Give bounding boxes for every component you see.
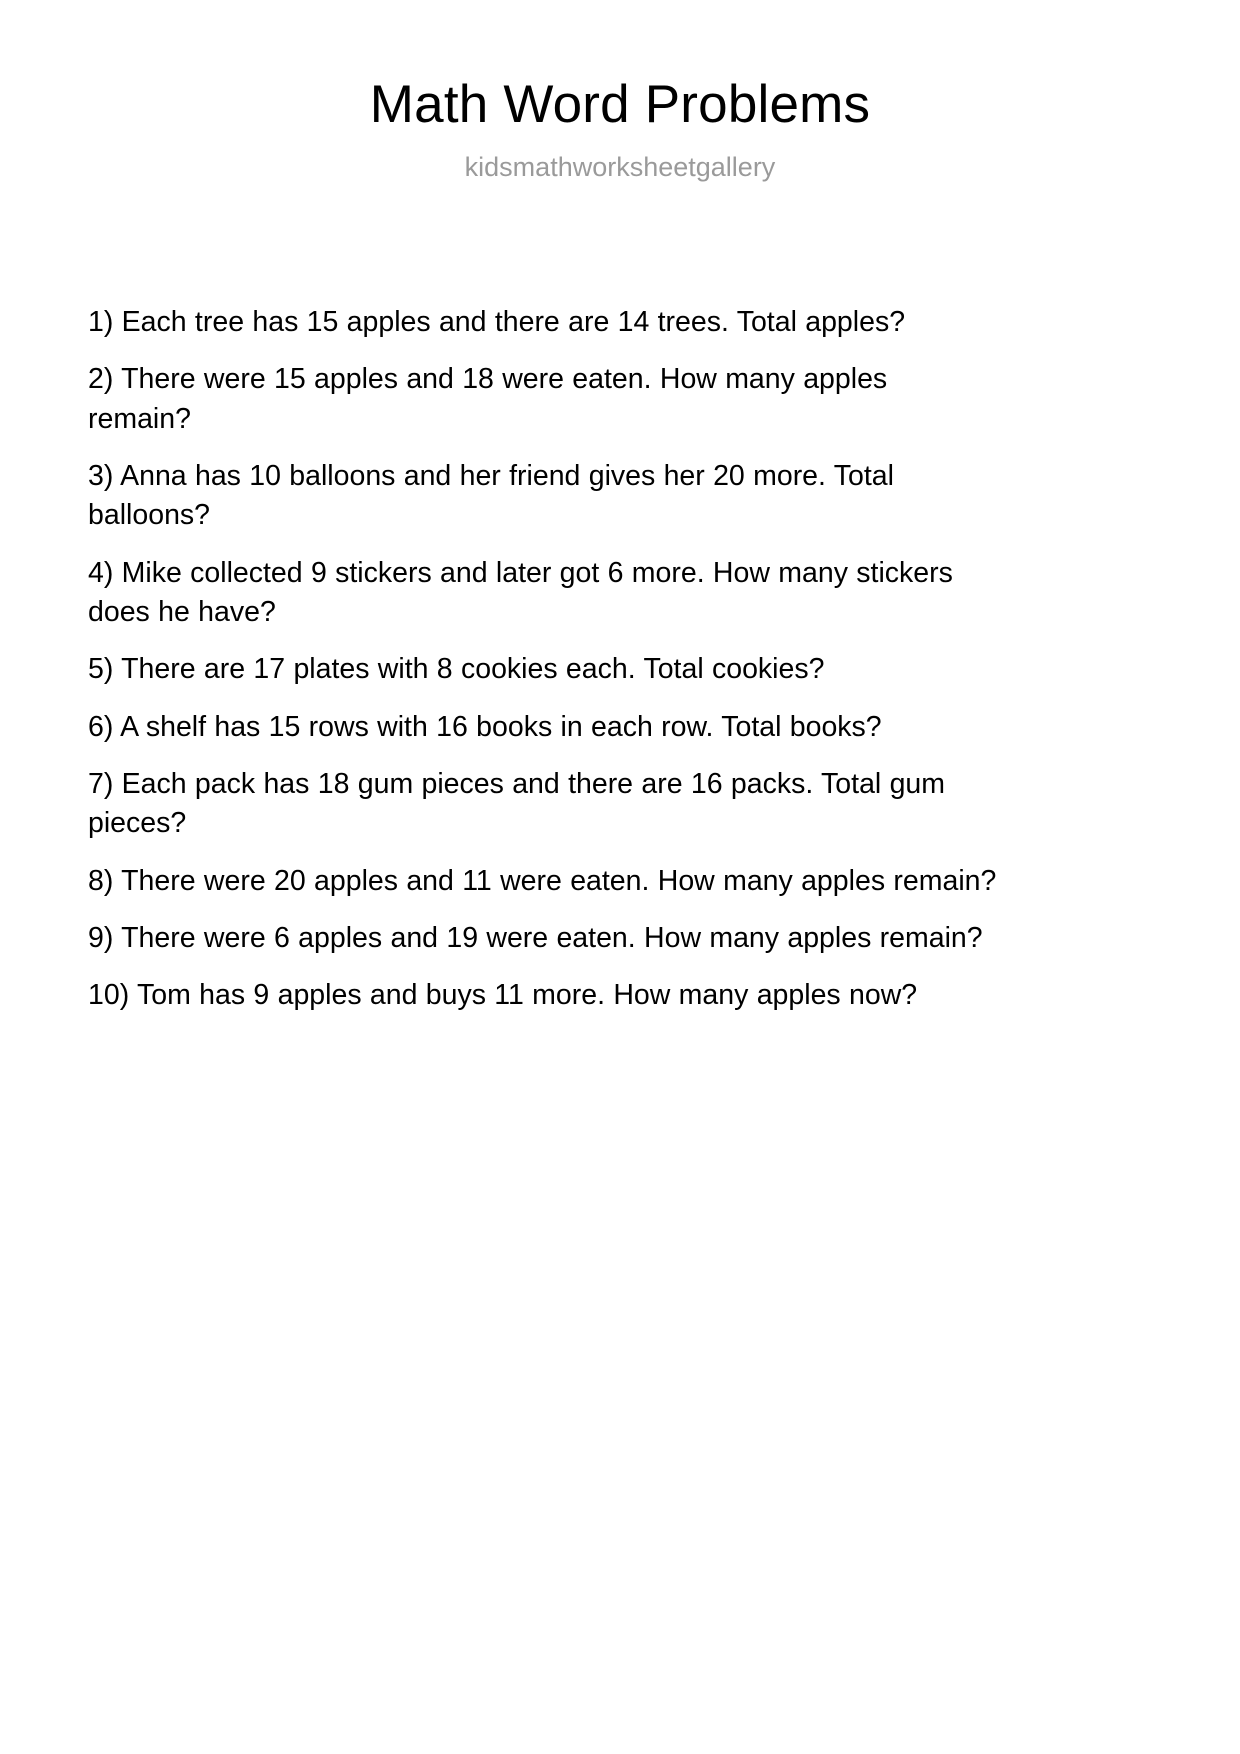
problem-item-2: 2) There were 15 apples and 18 were eaten. How many apples remain?	[88, 363, 888, 435]
problem-item-9: 9) There were 6 apples and 19 were eaten. How many apples remain?	[88, 921, 983, 954]
problem-item-8: 8) There were 20 apples and 11 were eaten. How many apples remain?	[88, 864, 997, 897]
page-title: Math Word Problems	[369, 75, 871, 134]
problem-item-6: 6) A shelf has 15 rows with 16 books in each row. Total books?	[88, 710, 882, 743]
problem-item-5: 5) There are 17 plates with 8 cookies each. Total cookies?	[88, 653, 825, 686]
problem-item-10: 10) Tom has 9 apples and buys 11 more. How many apples now?	[88, 979, 918, 1012]
problem-item-4: 4) Mike collected 9 stickers and later got 6 more. How many stickers does he have?	[88, 556, 953, 628]
page-subtitle: kidsmathworksheetgallery	[464, 152, 776, 183]
problem-item-3: 3) Anna has 10 balloons and her friend gives her 20 more. Total balloons?	[88, 459, 894, 532]
problem-list	[88, 303, 998, 1016]
worksheet-header	[0, 0, 1240, 184]
problem-item-7: 7) Each pack has 18 gum pieces and there are 16 packs. Total gum pieces?	[88, 767, 946, 840]
problem-item-1: 1) Each tree has 15 apples and there are 14 trees. Total apples?	[88, 306, 906, 338]
